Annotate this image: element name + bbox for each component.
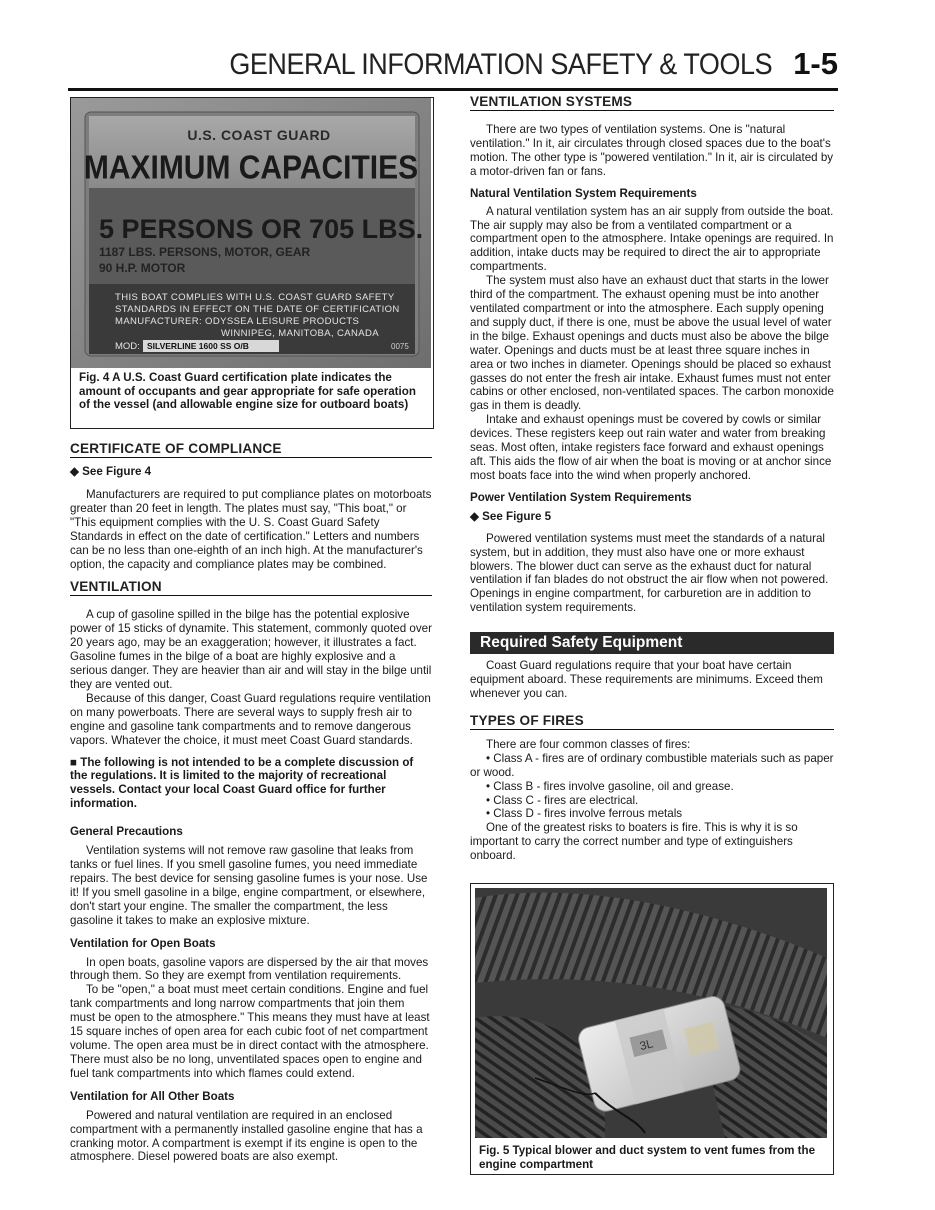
see-figure-4[interactable] [70, 464, 432, 478]
dot-bullet-icon: • [486, 751, 491, 765]
fires-intro: There are four common classes of fires: [486, 737, 691, 751]
plate-line2: MAXIMUM CAPACITIES [83, 147, 419, 186]
required-safety-equipment-heading: Required Safety Equipment [470, 632, 834, 654]
plate-line4: 90 H.P. MOTOR [99, 261, 186, 275]
fires-outro: One of the greatest risks to boaters is fire. This is why it is so important to carry the correct number and type of extinguishers onboard. [470, 821, 798, 863]
square-bullet-icon: ■ [70, 755, 78, 769]
other-boats-heading: Ventilation for All Other Boats [70, 1089, 235, 1103]
systems-intro: There are two types of ventilation systems. One is "natural ventilation." In it, air circulates through closed spaces due to the boat's motion. The other type is "powered ventilation." In it, air is circulated by a motor-driven fan or fans. [470, 123, 834, 178]
see-figure-5-label: See Figure 5 [482, 509, 552, 523]
natural-ventilation-heading: Natural Ventilation System Requirements [470, 186, 697, 200]
fire-class-b [470, 780, 834, 794]
plate-cert1: THIS BOAT COMPLIES WITH U.S. COAST GUARD SAFETY [115, 292, 395, 303]
plate-mod-label: MOD: [115, 341, 140, 352]
plate-cert2: STANDARDS IN EFFECT ON THE DATE OF CERTIFICATION [115, 304, 400, 315]
plate-mod-value: SILVERLINE 1600 SS O/B [147, 341, 249, 351]
see-figure-4-label: See Figure 4 [82, 465, 152, 478]
natural-ventilation-p2: The system must also have an exhaust duct that starts in the lower third of the compartment. The exhaust opening must be into another ventilated compartment or into the atmosphere. Each supply opening and supply duct, if there is one, must be above the usual level of water in the bilge. Exhaust openings and ducts must also be above the bilge water. Openings and ducts must be at least three square inches in area or two inches in diameter. Openings should be placed so exhaust gasses do not enter the fresh air intake. Exhaust fumes must not enter cabins or other enclosed, non-ventilated spaces. The carbon monoxide gas in them is deadly. [470, 274, 834, 413]
plate-code: 0075 [391, 342, 409, 351]
figure-4-caption: Fig. 4 A U.S. Coast Guard certification plate indicates the amount of occupants and gear appropriate for safe operation of the vessel (and allowable engine size for outboard boats) [79, 371, 416, 412]
chapter-title: GENERAL INFORMATION SAFETY & TOOLS [229, 48, 772, 81]
dot-bullet-icon: • [486, 807, 491, 821]
fire-class-b-text: Class B - fires involve gasoline, oil and grease. [493, 779, 734, 793]
ventilation-note [70, 756, 432, 812]
certificate-body: Manufacturers are required to put compliance plates on motorboats greater than 20 feet in length. The plates must say, "This boat," or "This equipment complies with the U. S. Coast Guard Safety Standards in effect on the date of certification." Letters and numbers can be no less than one-eighth of an inch high. At the manufacturer's option, the capacity and compliance plates may be combined. [70, 488, 432, 571]
power-ventilation-body: Powered ventilation systems must meet the standards of a natural system, but in addition, they must also have one or more exhaust blowers. The blower duct can serve as the exhaust duct for natural ventilation if fan blades do not obstruct the air flow when not powered. Openings in engine compartment, for carburetion are in addition to ventilation system requirements. [470, 531, 829, 615]
fire-class-d [470, 807, 834, 821]
dot-bullet-icon: • [486, 779, 491, 793]
section-ventilation-heading: VENTILATION [70, 579, 432, 596]
plate-line3: 1187 LBS. PERSONS, MOTOR, GEAR [99, 245, 311, 259]
left-column [70, 97, 432, 1164]
other-boats-body: Powered and natural ventilation are required in an enclosed compartment with a permanently installed gasoline engine that has a cranking motor. A compartment is exempt if its engine is open to the atmosphere. Diesel powered boats are also exempt. [70, 1108, 423, 1164]
figure-5-caption: Fig. 5 Typical blower and duct system to vent fumes from the engine compartment [479, 1144, 816, 1171]
dot-bullet-icon: • [486, 793, 491, 807]
diamond-bullet-icon: ◆ [470, 509, 479, 523]
plate-line1: U.S. COAST GUARD [187, 127, 331, 143]
general-precautions-heading: General Precautions [70, 825, 183, 839]
figure-4 [70, 97, 434, 429]
natural-ventilation-p1: A natural ventilation system has an air supply from outside the boat. The air supply may also be from a ventilated compartment or a compartment open to the atmosphere. Intake openings are required. In addition, intake ducts may be required to direct the air to appropriate compartments. [470, 204, 834, 274]
fire-class-c-text: Class C - fires are electrical. [493, 793, 639, 807]
general-precautions-body: Ventilation systems will not remove raw gasoline that leaks from tanks or fuel lines. If you smell gasoline fumes, you need immediate repairs. The best device for sensing gasoline fumes is your nose. Use it! If you smell gasoline in a bilge, engine compartment, or elsewhere, don't start your engine. The smaller the compartment, the less gasoline it takes to make an explosive mixture. [70, 844, 428, 927]
blower-duct-photo [475, 888, 827, 1138]
see-figure-5[interactable] [470, 509, 834, 523]
blower-label-tag: 3L [638, 1036, 655, 1054]
safety-body: Coast Guard regulations require that your boat have certain equipment aboard. These requirements are minimums. Exceed them whenever you can. [470, 659, 823, 700]
fire-class-a-text: Class A - fires are of ordinary combustible materials such as paper or wood. [470, 751, 834, 779]
open-boats-p1: In open boats, gasoline vapors are dispersed by the air that moves through them. So they are exempt from ventilation requirements. [70, 955, 429, 983]
plate-cert4: WINNIPEG, MANITOBA, CANADA [221, 328, 380, 339]
page-header [68, 44, 838, 91]
power-ventilation-heading: Power Ventilation System Requirements [470, 490, 692, 504]
ventilation-p2: Because of this danger, Coast Guard regulations require ventilation on many powerboats. There are several ways to supply fresh air to engine and gasoline tank compartments and to remove dangerous vapors. Whatever the choice, it must meet Coast Guard standards. [70, 691, 431, 747]
fire-class-c [470, 794, 834, 808]
section-ventilation-systems-heading: VENTILATION SYSTEMS [470, 94, 834, 111]
ventilation-p1: A cup of gasoline spilled in the bilge has the potential explosive power of 15 sticks of dynamite. This statement, commonly quoted over 20 years ago, may be an exaggeration; however, it illustrates a fact. Gasoline fumes in the bilge of a boat are highly explosive and a serious danger. They are heavier than air and will stay in the bilge until they are vented out. [70, 608, 432, 691]
section-certificate-heading: CERTIFICATE OF COMPLIANCE [70, 441, 432, 458]
fire-class-d-text: Class D - fires involve ferrous metals [493, 807, 683, 821]
plate-cert3: MANUFACTURER: ODYSSEA LEISURE PRODUCTS [115, 316, 360, 327]
right-column [470, 94, 834, 1175]
plate-persons: 5 PERSONS OR 705 LBS. [99, 214, 424, 244]
figure-5 [470, 883, 834, 1175]
open-boats-p2: To be "open," a boat must meet certain conditions. Engine and fuel tank compartments and long narrow compartments that join them must be open to the atmosphere." This means they must have at least 15 square inches of open area for each cubic foot of net compartment volume. The open area must be in direct contact with the atmosphere. There must also be no long, unventilated spaces open to engine and fuel tank compartments into which flames could extend. [70, 983, 430, 1080]
section-types-of-fires-heading: TYPES OF FIRES [470, 713, 834, 730]
coast-guard-plate-photo [71, 98, 431, 368]
ventilation-note-text: The following is not intended to be a complete discussion of the regulations. It is limited to the majority of recreational vessels. Contact your local Coast Guard office for further information. [70, 755, 414, 811]
page-number: 1-5 [793, 46, 838, 81]
fire-class-a [470, 752, 834, 780]
diamond-bullet-icon: ◆ [70, 465, 79, 478]
open-boats-heading: Ventilation for Open Boats [70, 936, 216, 950]
natural-ventilation-p3: Intake and exhaust openings must be covered by cowls or similar devices. These registers keep out rain water and water from breaking seas. Most often, intake registers face forward and exhaust openings aft. This aids the flow of air when the boat is moving or at anchor since most boats face into the wind when properly anchored. [470, 413, 832, 482]
